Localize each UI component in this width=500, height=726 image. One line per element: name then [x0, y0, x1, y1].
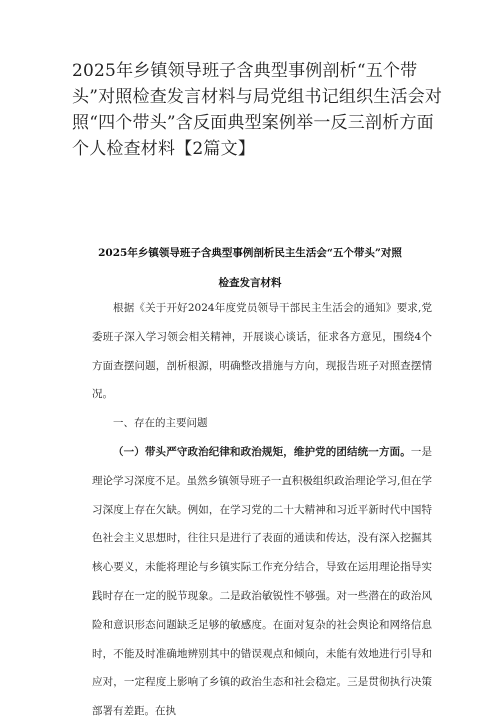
document-title: 2025年乡镇领导班子含典型事例剖析“五个带头”对照检查发言材料与局党组书记组织生活会对照“四个带头”含反面典型案例举一反三剖析方面个人检查材料【2篇文】 — [72, 61, 443, 159]
item-body: 一是理论学习深度不足。虽然乡镇领导班子一直积极组织政治理论学习,但在学习深度上存在欠缺。例如，在学习党的二十大精神和习近平新时代中国特色社会主义思想时，往往只是进行了表面的通读和传达，没有深入挖掘其核心要义，未能将理论与乡镇实际工作充分结合，导致在运用理论指导实践时存在一定的脱节现象。二是政治敏锐性不够强。对一些潜在的政治风险和意识形态问题缺乏足够的敏感度。在面对复杂的社会舆论和网络信息时，不能及时准确地辨别其中的错误观点和倾向，未能有效地进行引导和应对，一定程度上影响了乡镇的政治生态和社会稳定。三是贯彻执行决策部署有差距。在执 — [92, 445, 433, 718]
document-body — [92, 294, 432, 726]
item-heading: （一）带头严守政治纪律和政治规矩，维护党的团结统一方面。 — [113, 445, 411, 458]
section-heading-problems: 一、存在的主要问题 — [113, 417, 208, 430]
item-paragraph — [92, 438, 432, 726]
intro-paragraph: 根据《关于开好2024年度党员领导干部民主生活会的通知》要求,党委班子深入学习领会相关精神，开展谈心谈话，征求各方意见，围绕4个方面查摆问题，剖析根源，明确整改措施与方向，现报告班子对照查摆情况。 — [92, 302, 432, 401]
section-title-line-1: 2025年乡镇领导班子含典型事例剖析民主生活会“五个带头”对照 — [98, 247, 402, 259]
section-title-line-2: 检查发言材料 — [218, 277, 282, 289]
